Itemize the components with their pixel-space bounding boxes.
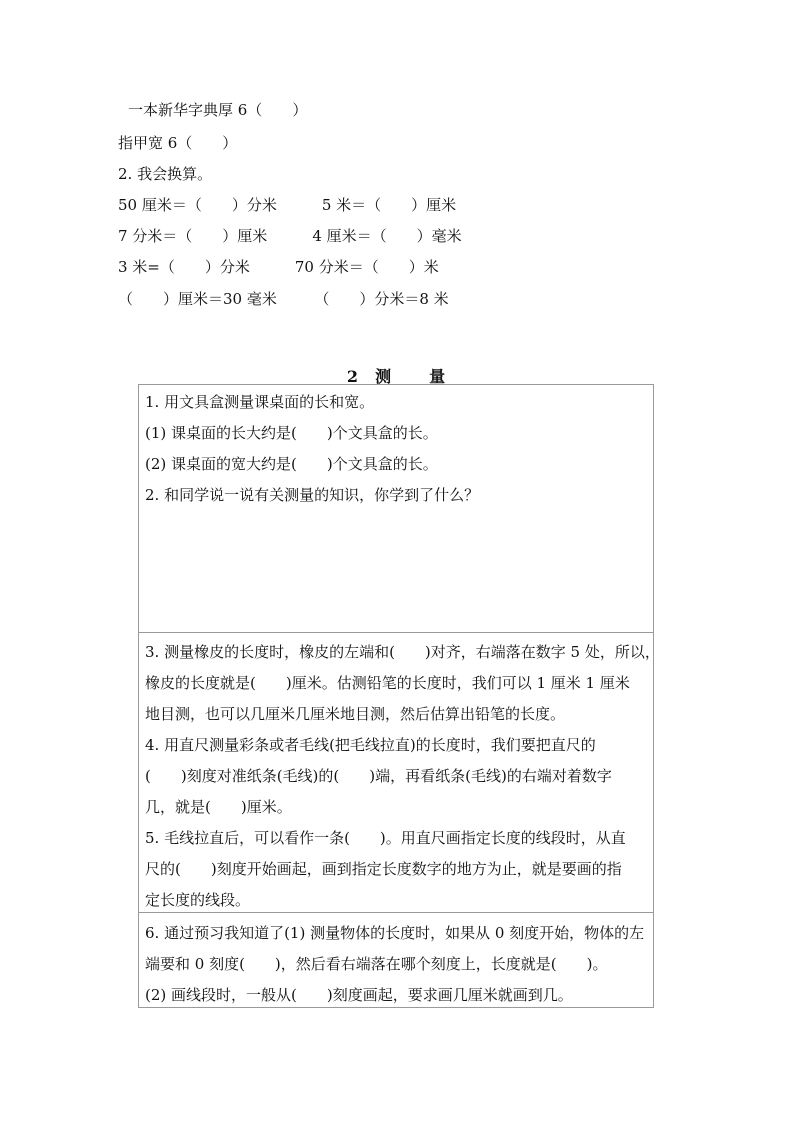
box3-line-1: 6. 通过预习我知道了(1) 测量物体的长度时，如果从 0 刻度开始，物体的左	[145, 924, 645, 942]
question-dictionary-thickness: 一本新华字典厚 6（ ）	[128, 101, 308, 119]
box2-line-6: 几，就是( )厘米。	[145, 798, 292, 816]
conversion-row-1: 50 厘米＝（ ）分米 5 米＝（ ）厘米	[118, 196, 457, 214]
box2-line-2: 橡皮的长度就是( )厘米。估测铅笔的长度时，我们可以 1 厘米 1 厘米	[145, 674, 630, 692]
conversion-row-2: 7 分米＝（ ）厘米 4 厘米＝（ ）毫米	[118, 227, 462, 245]
exercise-box-1	[138, 384, 654, 633]
box2-line-8: 尺的( )刻度开始画起，画到指定长度数字的地方为止，就是要画的指	[145, 860, 622, 878]
conversion-row-3: 3 米=（ ）分米 70 分米＝（ ）米	[118, 258, 439, 276]
exercise-box-2	[138, 632, 660, 913]
box1-line-1: 1. 用文具盒测量课桌面的长和宽。	[145, 393, 375, 411]
box1-line-2: (1) 课桌面的长大约是( )个文具盒的长。	[145, 424, 438, 442]
box2-line-7: 5. 毛线拉直后，可以看作一条( )。用直尺画指定长度的线段时，从直	[145, 829, 626, 847]
box1-line-4: 2. 和同学说一说有关测量的知识，你学到了什么？	[145, 486, 480, 504]
section-title: 2 测 量	[346, 367, 448, 386]
box3-line-3: (2) 画线段时，一般从( )刻度画起，要求画几厘米就画到几。	[145, 986, 573, 1004]
question-fingernail-width: 指甲宽 6（ ）	[118, 134, 238, 152]
box3-line-2: 端要和 0 刻度( )，然后看右端落在哪个刻度上，长度就是( )。	[145, 955, 608, 973]
box2-line-5: ( )刻度对准纸条(毛线)的( )端，再看纸条(毛线)的右端对着数字	[145, 767, 612, 785]
box2-line-3: 地目测，也可以几厘米几厘米地目测，然后估算出铅笔的长度。	[145, 705, 566, 723]
conversion-row-4: （ ）厘米＝30 毫米 （ ）分米＝8 米	[118, 290, 449, 308]
exercise-box-3	[138, 912, 654, 1008]
box2-line-1: 3. 测量橡皮的长度时，橡皮的左端和( )对齐，右端落在数字 5 处，所以，	[145, 643, 660, 661]
box2-line-9: 定长度的线段。	[145, 891, 251, 909]
box1-line-3: (2) 课桌面的宽大约是( )个文具盒的长。	[145, 455, 438, 473]
box2-line-4: 4. 用直尺测量彩条或者毛线(把毛线拉直)的长度时，我们要把直尺的	[145, 736, 596, 754]
question-conversion-heading: 2. 我会换算。	[118, 165, 213, 183]
